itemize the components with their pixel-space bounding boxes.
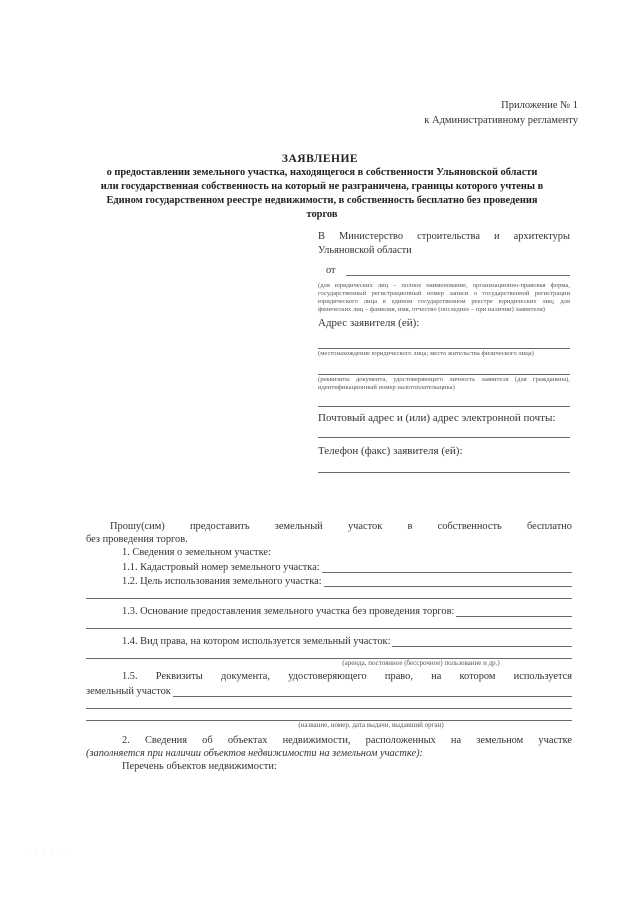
request-body <box>86 520 572 773</box>
section-1-5-row <box>86 683 572 697</box>
cadastral-row <box>122 559 572 573</box>
applicant-hint: (для юридических лиц – полное наименование, организационно-правовая форма, государственный регистрационный номер записи о государственной регистрации юридического лица в едином государственном реестре юридических лиц; для физических лиц – фамилия, имя, отчество (последнее – при наличии) заявителя) <box>318 282 570 313</box>
document-subject: о предоставлении земельного участка, находящегося в собственности Ульяновской области или государственная собственность на который не разграничена, границы которого учтены в Едином государственном реестре недвижимости, в собственность бесплатно без проведения торгов <box>100 167 544 220</box>
cadastral-label: 1.1. Кадастровый номер земельного участка: <box>122 562 320 573</box>
right-type-label: 1.4. Вид права, на котором используется земельный участок: <box>122 636 391 647</box>
purpose-label: 1.2. Цель использования земельного участка: <box>122 576 322 587</box>
section-1-heading: 1. Сведения о земельном участке: <box>122 547 271 558</box>
purpose-row <box>122 573 572 587</box>
title-document-caption: (название, номер, дата выдачи, выдавший орган) <box>298 721 444 729</box>
document-field[interactable] <box>318 362 570 375</box>
phone-field[interactable] <box>318 460 570 473</box>
purpose-field[interactable] <box>324 576 572 587</box>
postal-field[interactable] <box>318 425 570 438</box>
document-title: ЗАЯВЛЕНИЕ <box>281 153 359 165</box>
appendix-regulation: к Административному регламенту <box>424 115 578 126</box>
title-document-field-extra-2[interactable] <box>86 709 572 721</box>
basis-field-extra[interactable] <box>86 617 572 629</box>
phone-label: Телефон (факс) заявителя (ей): <box>318 445 463 457</box>
basis-label: 1.3. Основание предоставления земельного участка без проведения торгов: <box>122 606 455 617</box>
request-line-1: Прошу(сим) предоставить земельный участок в собственность бесплатно <box>110 521 572 532</box>
scan-artifact: · · · · · · <box>28 852 70 858</box>
right-type-field-extra[interactable] <box>86 647 572 659</box>
from-row <box>318 260 570 276</box>
document-field-extra[interactable] <box>318 394 570 407</box>
postal-label: Почтовый адрес и (или) адрес электронной почты: <box>318 412 556 424</box>
section-2-line-2: (заполняется при наличии объектов недвижимости на земельном участке): <box>86 748 423 759</box>
section-1-5-line-2: земельный участок <box>86 686 171 697</box>
title-document-field[interactable] <box>173 686 572 697</box>
address-label: Адрес заявителя (ей): <box>318 317 420 329</box>
appendix-reference <box>424 98 578 128</box>
request-line-2: без проведения торгов. <box>86 534 188 545</box>
ministry-name: В Министерство строительства и архитектуры Ульяновской области <box>318 231 570 256</box>
section-2-line-1: 2. Сведения об объектах недвижимости, расположенных на земельном участке <box>122 735 572 746</box>
address-hint: (местонахождение юридического лица; место жительства физического лица) <box>318 350 534 357</box>
cadastral-number-field[interactable] <box>322 562 572 573</box>
addressee-block <box>318 230 570 473</box>
right-type-field[interactable] <box>392 636 572 647</box>
purpose-field-extra[interactable] <box>86 587 572 599</box>
title-document-field-extra-1[interactable] <box>86 697 572 709</box>
basis-row <box>122 603 572 617</box>
basis-field[interactable] <box>456 606 572 617</box>
from-label: от <box>326 265 336 276</box>
real-estate-list-label: Перечень объектов недвижимости: <box>122 761 277 772</box>
right-type-caption: (аренда, постоянное (бессрочное) пользование и др.) <box>342 659 500 667</box>
document-hint: (реквизиты документа, удостоверяющего личность заявителя (для гражданина), идентификационный номер налогоплательщика) <box>318 376 570 391</box>
section-1-5-line-1: 1.5. Реквизиты документа, удостоверяющего право, на котором используется <box>122 671 572 682</box>
right-type-row <box>122 633 572 647</box>
applicant-name-field[interactable] <box>346 265 570 276</box>
appendix-number: Приложение № 1 <box>501 100 578 111</box>
address-field[interactable] <box>318 336 570 349</box>
